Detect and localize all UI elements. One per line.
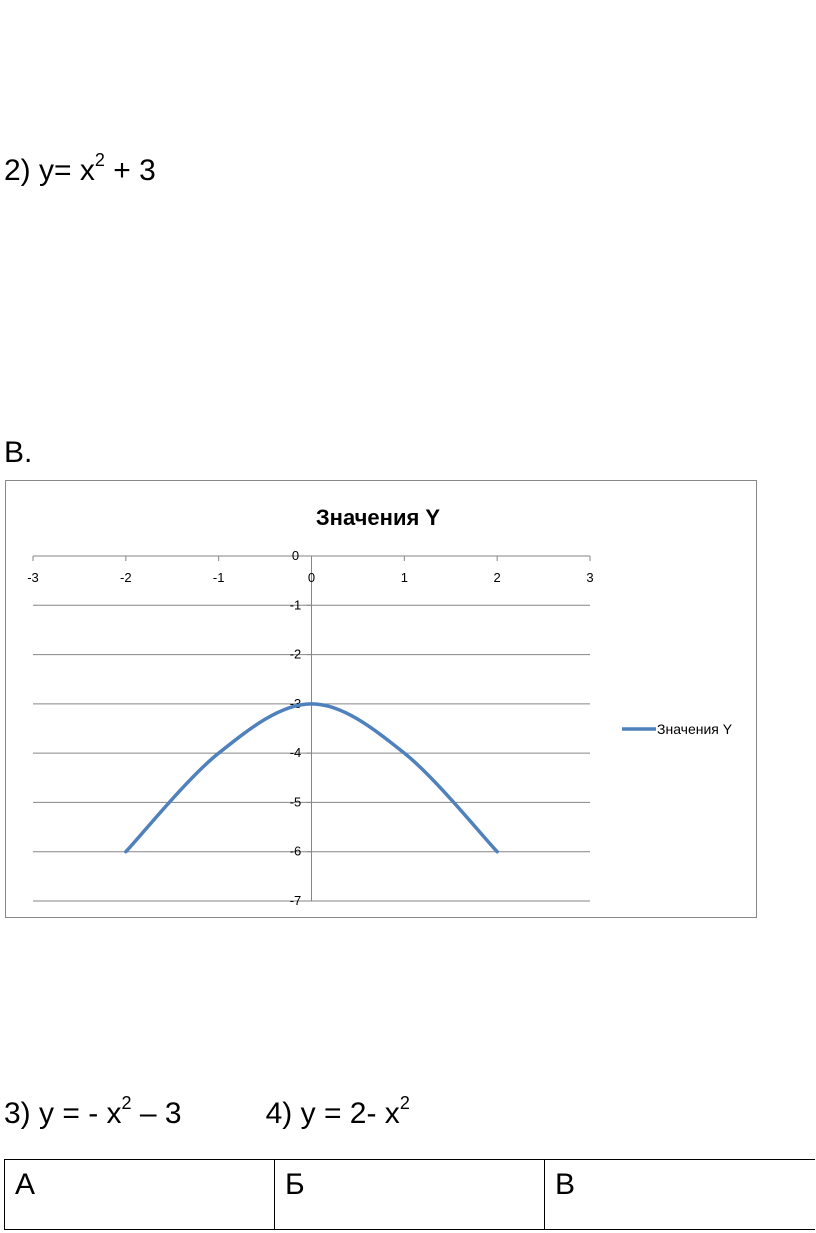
equation-3-exponent: 2 [121,1093,132,1113]
x-tick-label: 2 [493,570,501,585]
chart-title: Значения Y [315,505,441,530]
legend-label: Значения Y [657,721,733,737]
equation-2-text: 2) y= x [4,154,95,187]
y-tick-label: -2 [289,646,302,662]
equations-row [4,1093,410,1131]
equation-2 [4,150,156,188]
y-tick-label: 0 [291,548,300,563]
y-tick-label: -6 [289,843,302,859]
chart-svg [6,481,756,917]
x-tick-label: 3 [586,570,594,585]
answer-cell-b[interactable]: Б [275,1160,545,1230]
equation-3-text: 3) y = - x [4,1097,122,1130]
equation-2-suffix: + 3 [104,154,156,187]
y-tick-label: -5 [289,794,302,810]
equation-3 [4,1093,182,1130]
answer-row [5,1160,815,1230]
y-tick-label: -4 [289,745,302,761]
equation-4 [265,1093,410,1130]
answer-cell-v[interactable]: В [545,1160,815,1230]
chart-legend [622,721,733,737]
equation-4-exponent: 2 [399,1093,410,1113]
answer-cell-a[interactable]: А [5,1160,275,1230]
y-tick-label: -1 [289,597,302,613]
equation-4-text: 4) y = 2- x [265,1097,400,1130]
x-tick-label: -2 [120,570,132,585]
answer-table [4,1159,815,1230]
x-tick-label: 0 [307,570,316,585]
option-label: В. [4,436,33,469]
chart-frame [5,480,757,918]
x-tick-label: 1 [400,570,408,585]
equation-3-suffix: – 3 [131,1097,182,1130]
x-tick-label: -1 [212,570,225,585]
x-tick-label: -3 [27,570,39,585]
y-tick-label: -3 [289,695,302,711]
equation-2-exponent: 2 [94,150,105,170]
y-tick-label: -7 [289,893,302,908]
